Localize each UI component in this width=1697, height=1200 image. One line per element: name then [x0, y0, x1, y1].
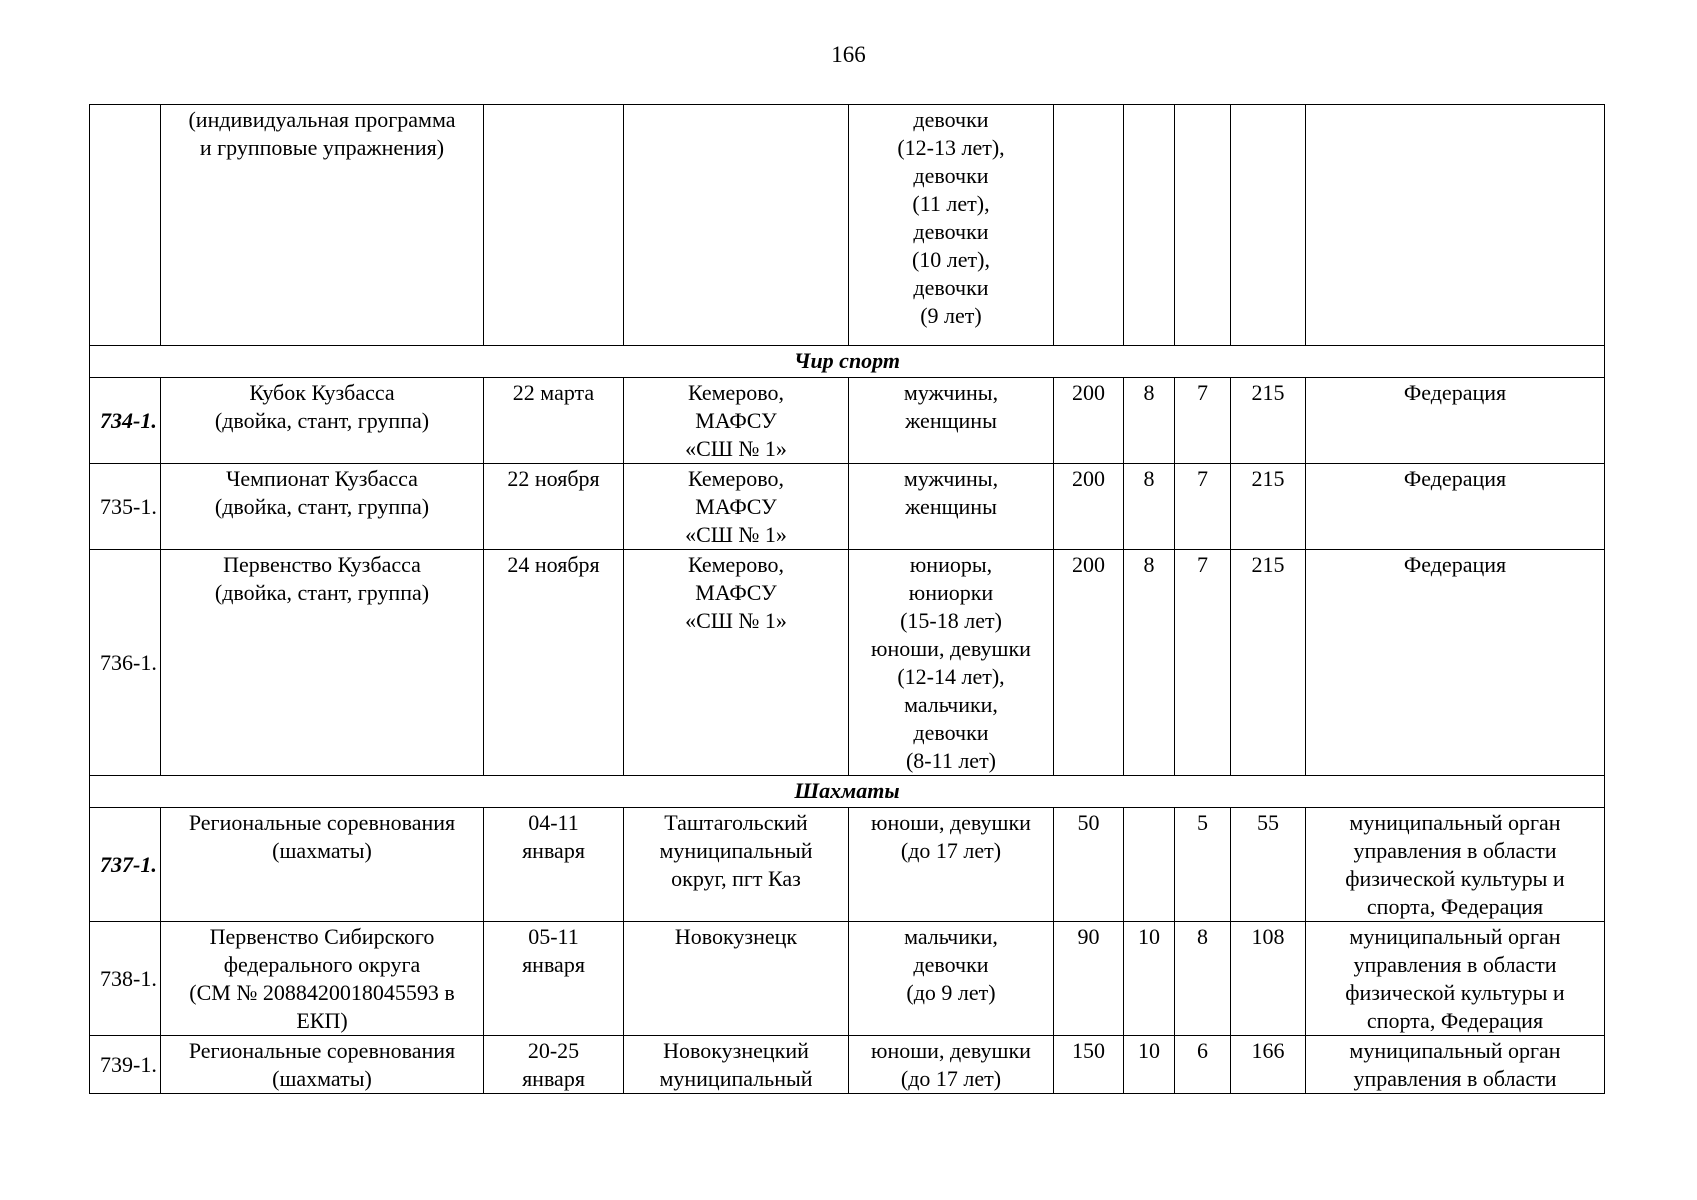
- participants-line: девочки: [913, 219, 989, 244]
- participants-line: (до 17 лет): [900, 838, 1002, 863]
- name-line: Региональные соревнования: [188, 810, 456, 835]
- participants-line: мальчики,: [904, 924, 998, 949]
- cell-name: [161, 378, 484, 464]
- organizer-line: Федерация: [1403, 380, 1507, 405]
- section-header-row: [90, 776, 1605, 808]
- name-line: Чемпионат Кузбасса: [226, 466, 418, 491]
- cell-coaches: [1124, 808, 1175, 922]
- cell-athletes: 90: [1054, 922, 1124, 1036]
- events-table: [89, 104, 1605, 1094]
- participants-line: девочки: [913, 720, 989, 745]
- cell-coaches: 10: [1124, 1036, 1175, 1094]
- cell-name: [161, 1036, 484, 1094]
- cell-name: [161, 550, 484, 776]
- cell-num: [90, 105, 161, 346]
- cell-organizer: [1306, 464, 1605, 550]
- participants-line: юноши, девушки: [871, 636, 1031, 661]
- date-line: января: [522, 952, 585, 977]
- cell-place: [624, 378, 849, 464]
- organizer-line: муниципальный орган: [1349, 924, 1561, 949]
- table-row: [90, 808, 1605, 922]
- participants-line: женщины: [905, 494, 997, 519]
- participants-line: юноши, девушки: [871, 810, 1031, 835]
- cell-name: [161, 105, 484, 346]
- cell-total: [1231, 105, 1306, 346]
- date-line: 20-25: [527, 1038, 580, 1063]
- name-line: Региональные соревнования: [188, 1038, 456, 1063]
- cell-judges: 7: [1175, 378, 1231, 464]
- cell-num: 734-1.: [90, 378, 161, 464]
- cell-total: 215: [1231, 464, 1306, 550]
- place-line: МАФСУ: [695, 494, 777, 519]
- cell-judges: 8: [1175, 922, 1231, 1036]
- cell-participants: [849, 922, 1054, 1036]
- organizer-line: муниципальный орган: [1349, 810, 1561, 835]
- section-title: Шахматы: [90, 776, 1605, 808]
- cell-judges: [1175, 105, 1231, 346]
- date-line: 22 марта: [512, 380, 595, 405]
- organizer-line: управления в области: [1353, 952, 1557, 977]
- place-line: Кемерово,: [687, 466, 785, 491]
- place-line: округ, пгт Каз: [671, 866, 801, 891]
- participants-line: (10 лет),: [911, 247, 990, 272]
- participants-line: (11 лет),: [912, 191, 990, 216]
- cell-date: [484, 464, 624, 550]
- cell-athletes: [1054, 105, 1124, 346]
- table-row: [90, 550, 1605, 776]
- cell-participants: [849, 550, 1054, 776]
- name-line: (индивидуальная программа: [188, 107, 456, 132]
- place-line: Кемерово,: [687, 552, 785, 577]
- participants-line: девочки: [913, 107, 989, 132]
- participants-line: (9 лет): [920, 303, 982, 328]
- cell-place: [624, 1036, 849, 1094]
- cell-date: [484, 922, 624, 1036]
- date-line: января: [522, 838, 585, 863]
- participants-line: женщины: [905, 408, 997, 433]
- cell-coaches: 10: [1124, 922, 1175, 1036]
- cell-organizer: [1306, 105, 1605, 346]
- participants-line: (15-18 лет): [900, 608, 1002, 633]
- cell-coaches: [1124, 105, 1175, 346]
- cell-participants: [849, 378, 1054, 464]
- organizer-line: Федерация: [1403, 466, 1507, 491]
- cell-date: [484, 105, 624, 346]
- table-body: [90, 105, 1605, 1094]
- cell-name: [161, 808, 484, 922]
- cell-place: [624, 550, 849, 776]
- date-line: 05-11: [528, 924, 579, 949]
- name-line: ЕКП): [296, 1008, 348, 1033]
- table-row: [90, 464, 1605, 550]
- name-line: Первенство Сибирского: [209, 924, 435, 949]
- cell-num: 735-1.: [90, 464, 161, 550]
- name-line: (двойка, стант, группа): [214, 494, 430, 519]
- participants-line: девочки: [913, 275, 989, 300]
- name-line: (шахматы): [272, 838, 372, 863]
- cell-judges: 7: [1175, 550, 1231, 776]
- cell-place: [624, 808, 849, 922]
- cell-date: [484, 808, 624, 922]
- cell-place: [624, 464, 849, 550]
- page-number: 166: [831, 42, 866, 67]
- cell-athletes: 50: [1054, 808, 1124, 922]
- place-line: Новокузнецк: [674, 924, 798, 949]
- cell-organizer: [1306, 378, 1605, 464]
- place-line: муниципальный: [659, 838, 813, 863]
- cell-organizer: [1306, 808, 1605, 922]
- place-line: «СШ № 1»: [685, 436, 787, 461]
- cell-judges: 6: [1175, 1036, 1231, 1094]
- section-title: Чир спорт: [90, 346, 1605, 378]
- cell-num: 738-1.: [90, 922, 161, 1036]
- organizer-line: управления в области: [1353, 838, 1557, 863]
- participants-line: юниорки: [908, 580, 994, 605]
- cell-total: 215: [1231, 378, 1306, 464]
- cell-coaches: 8: [1124, 464, 1175, 550]
- place-line: Кемерово,: [687, 380, 785, 405]
- cell-date: [484, 550, 624, 776]
- cell-athletes: 200: [1054, 378, 1124, 464]
- place-line: муниципальный: [659, 1066, 813, 1091]
- name-line: федерального округа: [223, 952, 421, 977]
- participants-line: юниоры,: [909, 552, 993, 577]
- table-row-continuation: [90, 105, 1605, 346]
- cell-total: 55: [1231, 808, 1306, 922]
- cell-participants: [849, 464, 1054, 550]
- participants-line: (12-13 лет),: [897, 135, 1005, 160]
- cell-organizer: [1306, 550, 1605, 776]
- table-row: [90, 1036, 1605, 1094]
- participants-line: (до 17 лет): [900, 1066, 1002, 1091]
- place-line: Таштагольский: [664, 810, 808, 835]
- place-line: Новокузнецкий: [663, 1038, 809, 1063]
- participants-line: (до 9 лет): [906, 980, 996, 1005]
- cell-organizer: [1306, 922, 1605, 1036]
- name-line: Первенство Кузбасса: [223, 552, 421, 577]
- cell-participants: [849, 808, 1054, 922]
- cell-athletes: 200: [1054, 550, 1124, 776]
- name-line: (двойка, стант, группа): [214, 408, 430, 433]
- name-line: (двойка, стант, группа): [214, 580, 430, 605]
- date-line: 22 ноября: [507, 466, 600, 491]
- organizer-line: управления в области: [1353, 1066, 1557, 1091]
- date-line: января: [522, 1066, 585, 1091]
- name-line: и групповые упражнения): [199, 135, 445, 160]
- organizer-line: спорта, Федерация: [1366, 1008, 1544, 1033]
- cell-judges: 7: [1175, 464, 1231, 550]
- organizer-line: Федерация: [1403, 552, 1507, 577]
- place-line: МАФСУ: [695, 580, 777, 605]
- place-line: «СШ № 1»: [685, 522, 787, 547]
- cell-num: 736-1.: [90, 550, 161, 776]
- organizer-line: физической культуры и: [1345, 866, 1565, 891]
- participants-line: мужчины,: [903, 466, 999, 491]
- cell-total: 166: [1231, 1036, 1306, 1094]
- cell-date: [484, 378, 624, 464]
- place-line: «СШ № 1»: [685, 608, 787, 633]
- cell-athletes: 200: [1054, 464, 1124, 550]
- date-line: 04-11: [528, 810, 579, 835]
- participants-line: (8-11 лет): [905, 748, 997, 773]
- cell-place: [624, 922, 849, 1036]
- cell-participants: [849, 1036, 1054, 1094]
- cell-place: [624, 105, 849, 346]
- name-line: (СМ № 2088420018045593 в: [189, 980, 455, 1005]
- table-row: [90, 922, 1605, 1036]
- cell-name: [161, 464, 484, 550]
- table-row: [90, 378, 1605, 464]
- cell-total: 108: [1231, 922, 1306, 1036]
- participants-line: мальчики,: [904, 692, 998, 717]
- participants-line: девочки: [913, 163, 989, 188]
- organizer-line: муниципальный орган: [1349, 1038, 1561, 1063]
- cell-coaches: 8: [1124, 378, 1175, 464]
- section-header-row: [90, 346, 1605, 378]
- participants-line: мужчины,: [903, 380, 999, 405]
- cell-athletes: 150: [1054, 1036, 1124, 1094]
- participants-line: девочки: [913, 952, 989, 977]
- date-line: 24 ноября: [507, 552, 600, 577]
- cell-num: 739-1.: [90, 1036, 161, 1094]
- organizer-line: спорта, Федерация: [1366, 894, 1544, 919]
- cell-total: 215: [1231, 550, 1306, 776]
- cell-num: 737-1.: [90, 808, 161, 922]
- organizer-line: физической культуры и: [1345, 980, 1565, 1005]
- cell-organizer: [1306, 1036, 1605, 1094]
- name-line: (шахматы): [272, 1066, 372, 1091]
- cell-judges: 5: [1175, 808, 1231, 922]
- cell-name: [161, 922, 484, 1036]
- cell-date: [484, 1036, 624, 1094]
- name-line: Кубок Кузбасса: [249, 380, 395, 405]
- cell-coaches: 8: [1124, 550, 1175, 776]
- place-line: МАФСУ: [695, 408, 777, 433]
- participants-line: (12-14 лет),: [897, 664, 1005, 689]
- participants-line: юноши, девушки: [871, 1038, 1031, 1063]
- cell-participants: [849, 105, 1054, 346]
